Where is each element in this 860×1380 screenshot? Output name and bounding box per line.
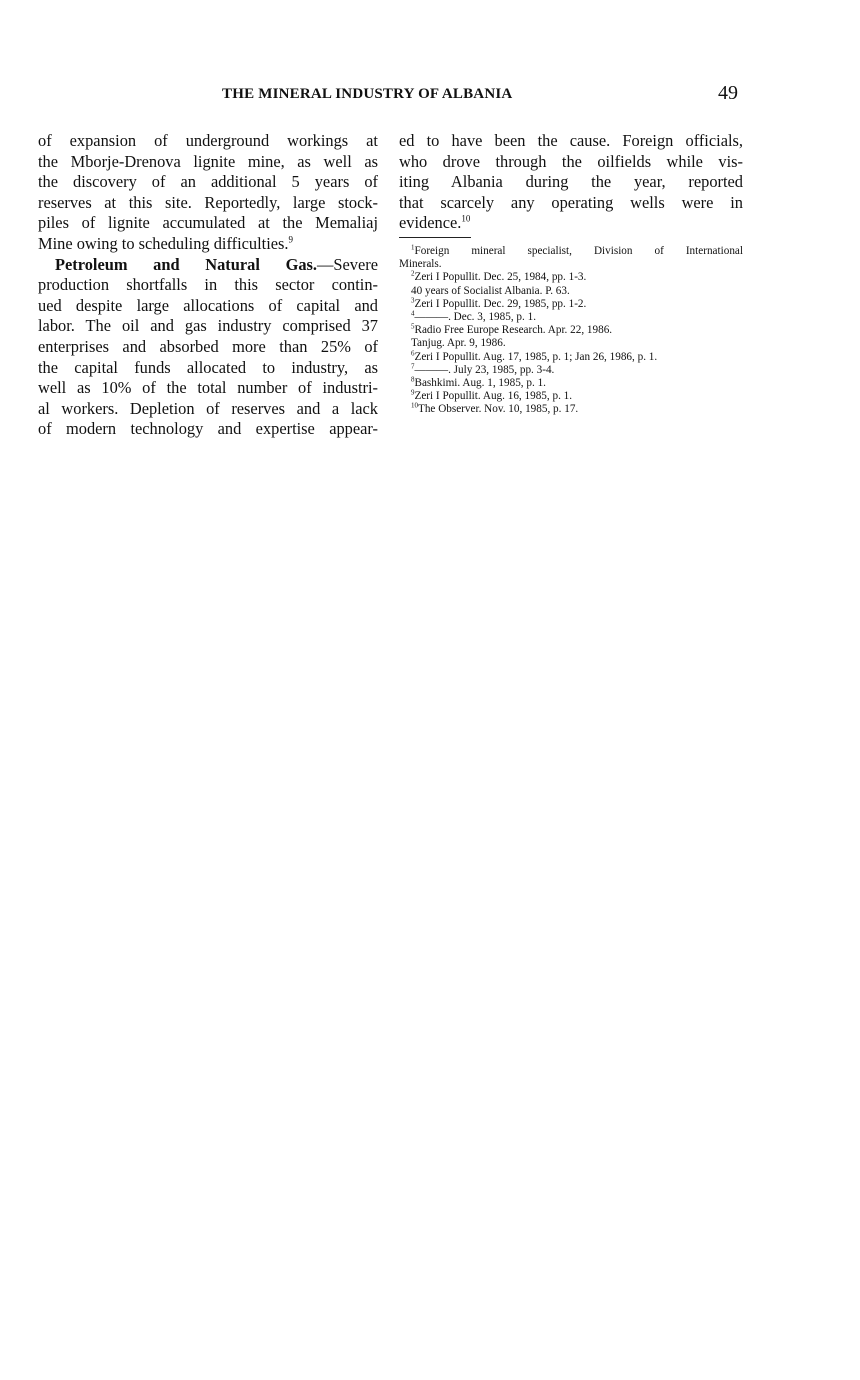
footnote-number: 2 [411, 269, 415, 278]
body-line: of expansion of underground workings at [38, 131, 378, 150]
section-heading-line [38, 255, 378, 276]
footnotes [399, 245, 743, 417]
left-column [38, 131, 378, 440]
footnote-text: The Observer. Nov. 10, 1985, p. 17. [418, 403, 579, 416]
footnote [399, 390, 743, 403]
body-text: —Severe [317, 254, 378, 274]
footnote-ref: 10 [461, 213, 471, 224]
body-line: piles of lignite accumulated at the Memaliaj [38, 213, 378, 233]
footnote [399, 271, 743, 284]
footnote-divider [399, 237, 471, 238]
body-line: the discovery of an additional 5 years of [38, 172, 378, 192]
footnote-text: 40 years of Socialist Albania. P. 63. [411, 284, 570, 297]
footnote-continuation: Minerals. [399, 258, 442, 271]
footnote-number: 9 [411, 388, 415, 397]
body-text: Mine owing to scheduling difficulties. [38, 233, 289, 253]
body-text: evidence. [399, 213, 462, 233]
body-line: the Mborje-Drenova lignite mine, as well as [38, 151, 378, 171]
right-column [399, 131, 743, 234]
running-title: THE MINERAL INDUSTRY OF ALBANIA [222, 86, 513, 102]
footnote [399, 348, 743, 364]
footnote [399, 337, 743, 350]
footnote-text: Zeri I Popullit. Dec. 25, 1984, pp. 1-3. [414, 271, 587, 284]
footnote [399, 245, 743, 258]
body-line: ed to have been the cause. Foreign officials, [399, 131, 743, 150]
footnote-number: 10 [411, 401, 418, 410]
body-line: al workers. Depletion of reserves and a lack [38, 398, 378, 418]
body-line [399, 213, 743, 234]
footnote-number: 4 [411, 309, 415, 318]
footnote-number: 3 [411, 296, 415, 305]
footnote-text: Radio Free Europe Research. Apr. 22, 1986. [414, 324, 613, 337]
body-line: labor. The oil and gas industry comprised 37 [38, 316, 378, 336]
footnote-number: 8 [411, 375, 415, 384]
footnote [399, 403, 743, 416]
footnote-number: 6 [411, 348, 415, 357]
body-line: well as 10% of the total number of industri- [38, 378, 378, 398]
page-number: 49 [718, 82, 738, 104]
footnote-number: 5 [411, 322, 415, 331]
footnote-number: 1 [411, 243, 415, 252]
section-heading: Petroleum and Natural Gas. [55, 254, 317, 274]
footnote [399, 364, 743, 377]
body-line: enterprises and absorbed more than 25% of [38, 336, 378, 356]
body-line: the capital funds allocated to industry, as [38, 357, 378, 377]
footnote-text: Zeri I Popullit. Aug. 17, 1985, p. 1; Jan 26, 1986, p. 1. [414, 350, 658, 363]
footnote [399, 324, 743, 337]
footnote-number: 7 [411, 362, 415, 371]
footnote-text: Zeri I Popullit. Aug. 16, 1985, p. 1. [414, 390, 573, 403]
footnote [399, 311, 743, 324]
footnote [399, 298, 743, 311]
body-line [38, 234, 378, 255]
body-line: production shortfalls in this sector contin- [38, 275, 378, 295]
footnote-text: ———. July 23, 1985, pp. 3-4. [414, 363, 555, 376]
footnote-text: Tanjug. Apr. 9, 1986. [411, 337, 506, 350]
body-line: iting Albania during the year, reported [399, 172, 743, 192]
body-line: who drove through the oilfields while vis- [399, 151, 743, 171]
body-line: of modern technology and expertise appear- [38, 419, 378, 439]
footnote [399, 377, 743, 390]
footnote-text: Zeri I Popullit. Dec. 29, 1985, pp. 1-2. [414, 297, 587, 310]
footnote-text: ———. Dec. 3, 1985, p. 1. [414, 311, 536, 324]
body-line: reserves at this site. Reportedly, large stock- [38, 192, 378, 212]
body-line: that scarcely any operating wells were in [399, 192, 743, 212]
footnote-text: Bashkimi. Aug. 1, 1985, p. 1. [414, 377, 546, 390]
footnote-ref: 9 [288, 234, 294, 245]
footnote [399, 285, 743, 298]
body-line: ued despite large allocations of capital and [38, 295, 378, 315]
footnote-text: Foreign mineral specialist, Division of International [414, 245, 743, 257]
